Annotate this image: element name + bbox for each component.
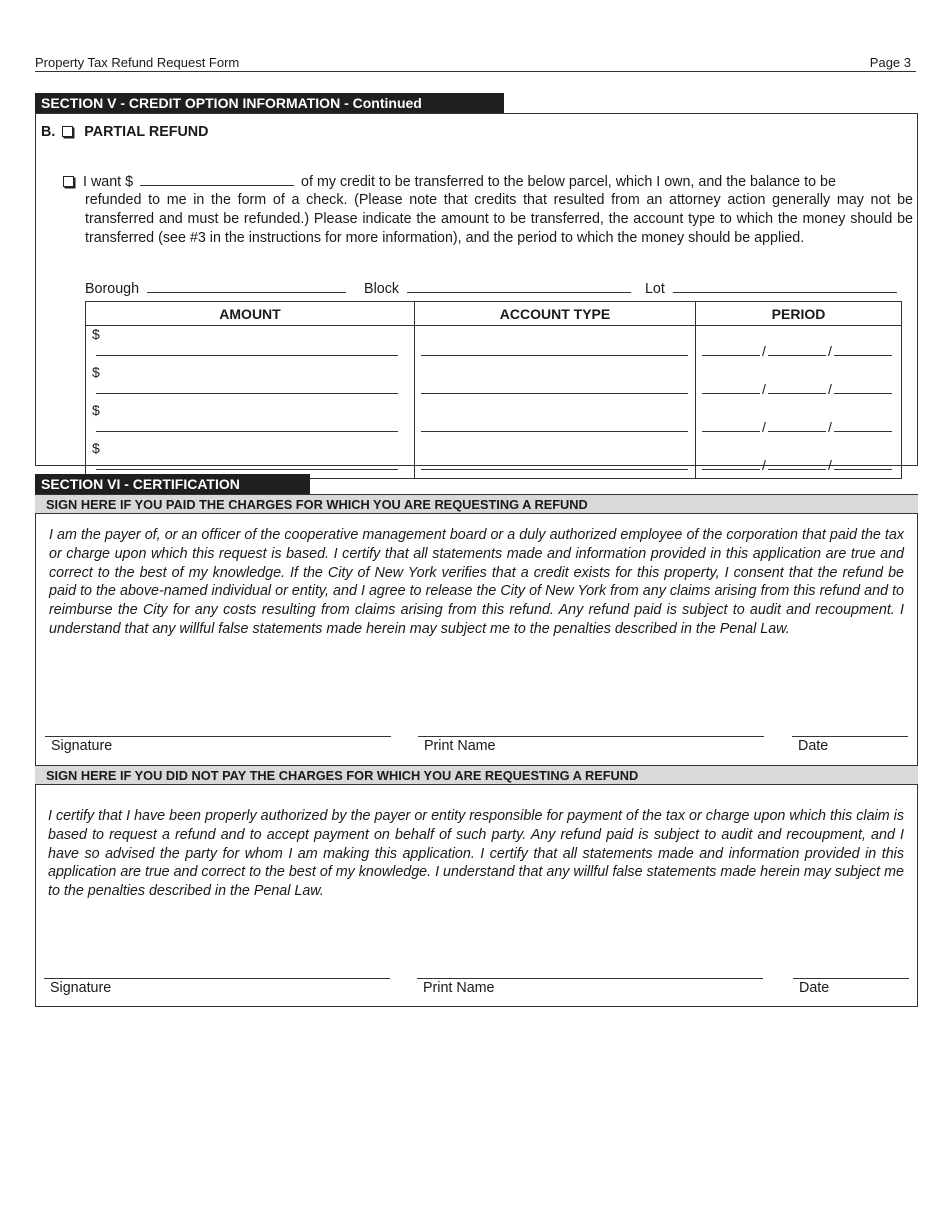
amount-field[interactable]: [96, 456, 398, 470]
page-number: Page 3: [869, 55, 911, 70]
period-separator: /: [828, 419, 832, 435]
account-type-cell: [415, 440, 696, 479]
account-type-cell: [415, 402, 696, 440]
period-cell: [696, 326, 902, 365]
period-day-field[interactable]: [768, 342, 826, 356]
paid-print-name-field[interactable]: [418, 736, 764, 754]
period-year-field[interactable]: [834, 456, 892, 470]
period-header: PERIOD: [696, 302, 902, 326]
transfer-amount-field[interactable]: [140, 172, 294, 186]
allocation-row: [86, 440, 902, 479]
transfer-instructions: refunded to me in the form of a check. (Please note that credits that resulted from an attorney action generally may not be transferred and must be refunded.) Please indicate the amount to be transferred, the account type to which the money should be transferred (see #3 in the instructions for more information), and the period to which the money should be applied.: [85, 192, 913, 246]
period-month-field[interactable]: [702, 380, 760, 394]
want-prefix: I want $: [83, 174, 134, 190]
not-paid-date-field[interactable]: [793, 978, 909, 996]
amount-field[interactable]: [96, 418, 398, 432]
section-6-title: SECTION VI - CERTIFICATION: [35, 474, 310, 494]
paid-signature-bar: SIGN HERE IF YOU PAID THE CHARGES FOR WHICH YOU ARE REQUESTING A REFUND: [35, 494, 918, 514]
block-label: Block: [364, 281, 399, 297]
not-paid-signature-field[interactable]: [44, 978, 390, 996]
paid-date-label: Date: [798, 738, 829, 754]
period-day-field[interactable]: [768, 418, 826, 432]
paid-signature-field[interactable]: [45, 736, 391, 754]
amount-cell: [86, 440, 415, 479]
paid-print-name-label: Print Name: [424, 738, 496, 754]
account-type-field[interactable]: [421, 342, 688, 356]
amount-cell: [86, 326, 415, 365]
account-type-cell: [415, 326, 696, 365]
paid-certification-text: I am the payer of, or an officer of the cooperative management board or a duly authorized employee of the corporation that paid the tax or charge upon which this request is based. I certify that all statements made and information provided in this application are true and correct to the best of my knowledge. If the City of New York verifies that a credit exists for this property, I consent that the refund be paid to the above-named individual or entity, and I agree to release the City of New York from any claims arising from this refund and to reimburse the City for any costs resulting from claims arising from this refund. Any refund paid is subject to audit and recoupment. I understand that any willful false statements made herein may subject me to the penalties described in the Penal Law.: [49, 527, 904, 637]
not-paid-print-name-label: Print Name: [423, 980, 495, 996]
account-type-field[interactable]: [421, 380, 688, 394]
not-paid-certification-text: I certify that I have been properly authorized by the payer or entity responsible for payment of the tax or charge upon which this claim is based to request a refund and to accept payment on behalf of such party. Any refund paid is subject to audit and recoupment, and I have so advised the party for whom I am making this application. I certify that all statements made and information provided in this application are true and correct to the best of my knowledge. I understand that any willful false statements made herein may subject me to the penalties described in the Penal Law.: [48, 808, 904, 900]
period-month-field[interactable]: [702, 456, 760, 470]
transfer-request: [63, 172, 913, 248]
period-cell: [696, 440, 902, 479]
section-6-box: [35, 494, 918, 1007]
section-5-title: SECTION V - CREDIT OPTION INFORMATION - Continued: [35, 93, 504, 113]
form-title: Property Tax Refund Request Form: [35, 55, 240, 70]
period-month-field[interactable]: [702, 418, 760, 432]
section-5-box: [35, 113, 918, 473]
period-year-field[interactable]: [834, 380, 892, 394]
period-separator: /: [828, 343, 832, 359]
not-paid-signature-label: Signature: [50, 980, 112, 996]
option-letter: B.: [41, 124, 56, 140]
account-type-field[interactable]: [421, 418, 688, 432]
account-type-field[interactable]: [421, 456, 688, 470]
account-type-header: ACCOUNT TYPE: [415, 302, 696, 326]
block-field[interactable]: [407, 279, 631, 293]
lot-label: Lot: [644, 281, 665, 297]
amount-field[interactable]: [96, 380, 398, 394]
allocation-row: [86, 364, 902, 402]
allocation-row: [86, 402, 902, 440]
period-separator: /: [828, 381, 832, 397]
partial-refund-checkbox[interactable]: [62, 126, 73, 137]
period-cell: [696, 364, 902, 402]
transfer-line-1: [63, 172, 913, 191]
period-separator: /: [762, 457, 766, 473]
partial-refund-option: [41, 124, 208, 140]
borough-label: Borough: [85, 281, 140, 297]
want-suffix: of my credit to be transferred to the below parcel, which I own, and the balance to be: [301, 174, 836, 190]
period-separator: /: [762, 381, 766, 397]
period-separator: /: [762, 419, 766, 435]
allocation-row: [86, 326, 902, 365]
period-separator: /: [762, 343, 766, 359]
not-paid-print-name-field[interactable]: [417, 978, 763, 996]
account-type-cell: [415, 364, 696, 402]
amount-cell: [86, 402, 415, 440]
period-separator: /: [828, 457, 832, 473]
period-year-field[interactable]: [834, 342, 892, 356]
allocation-header-row: [86, 302, 902, 326]
period-day-field[interactable]: [768, 380, 826, 394]
amount-cell: [86, 364, 415, 402]
amount-header: AMOUNT: [86, 302, 415, 326]
currency-symbol: $: [92, 402, 100, 418]
currency-symbol: $: [92, 326, 100, 342]
paid-signature-label: Signature: [51, 738, 113, 754]
currency-symbol: $: [92, 440, 100, 456]
lot-field[interactable]: [673, 279, 897, 293]
transfer-checkbox[interactable]: [63, 176, 74, 187]
amount-field[interactable]: [96, 342, 398, 356]
header-rule: [35, 71, 916, 72]
currency-symbol: $: [92, 364, 100, 380]
parcel-row: [85, 279, 903, 297]
borough-field[interactable]: [147, 279, 346, 293]
partial-refund-label: PARTIAL REFUND: [84, 124, 209, 140]
period-day-field[interactable]: [768, 456, 826, 470]
period-month-field[interactable]: [702, 342, 760, 356]
not-paid-signature-bar: SIGN HERE IF YOU DID NOT PAY THE CHARGES FOR WHICH YOU ARE REQUESTING A REFUND: [35, 765, 918, 785]
not-paid-date-label: Date: [799, 980, 830, 996]
period-cell: [696, 402, 902, 440]
paid-date-field[interactable]: [792, 736, 908, 754]
allocation-table: [85, 301, 902, 479]
period-year-field[interactable]: [834, 418, 892, 432]
